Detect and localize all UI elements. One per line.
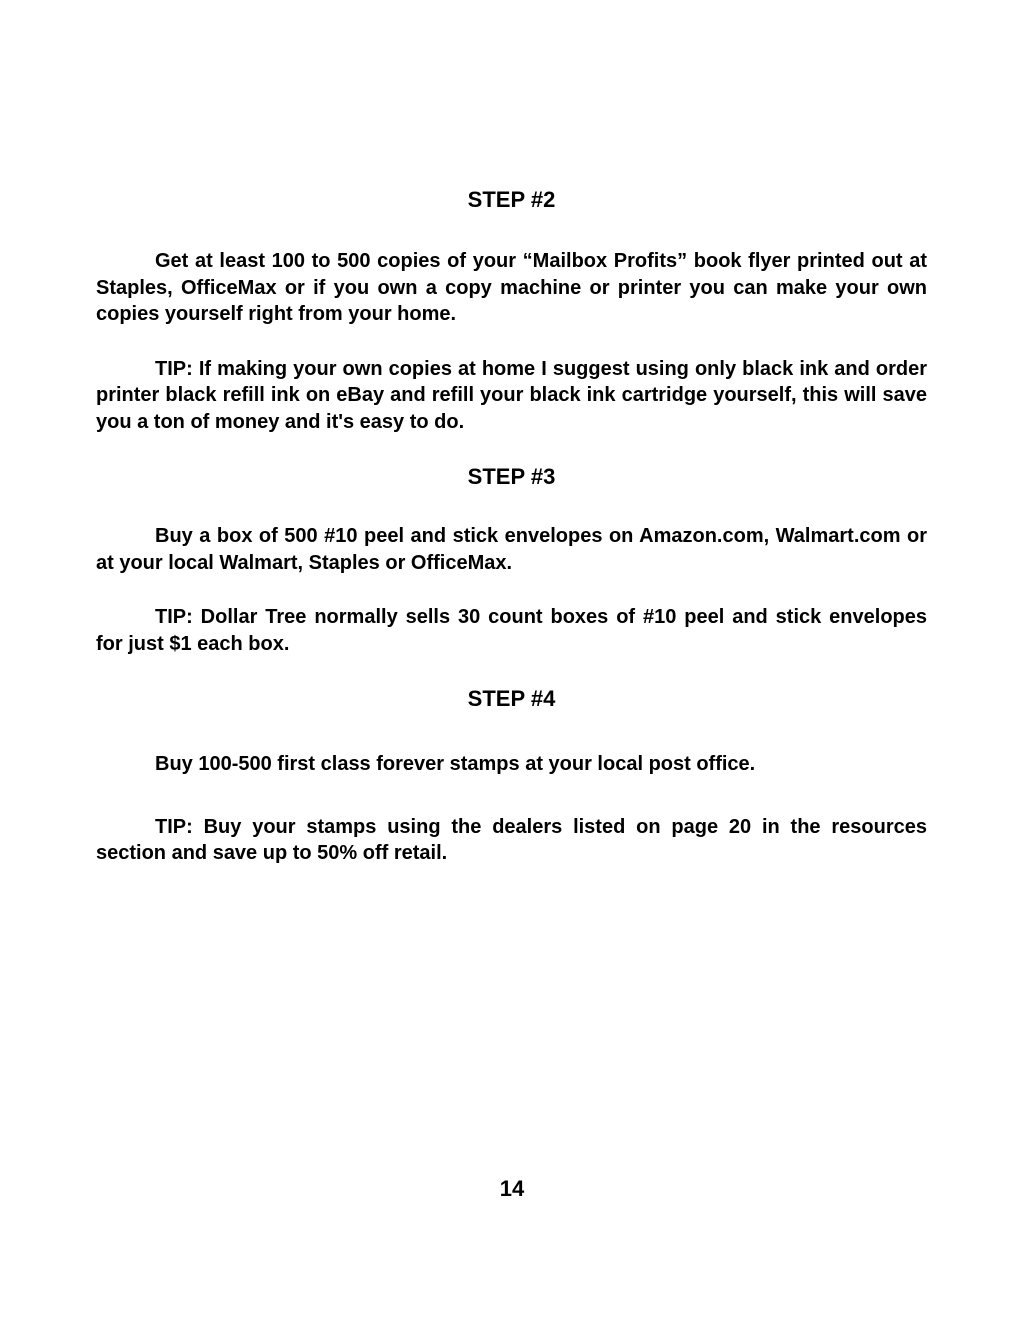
page-content <box>96 186 927 867</box>
step-3-tip: TIP: Dollar Tree normally sells 30 count boxes of #10 peel and stick envelopes for just $1 each box. <box>96 606 927 655</box>
step-3-body: Buy a box of 500 #10 peel and stick envelopes on Amazon.com, Walmart.com or at your local Walmart, Staples or OfficeMax. <box>96 525 927 574</box>
step-2-tip: TIP: If making your own copies at home I suggest using only black ink and order printer black refill ink on eBay and refill your black ink cartridge yourself, this will save you a ton of money and it's easy to do. <box>96 357 927 433</box>
step-4-heading: STEP #4 <box>467 686 556 711</box>
step-2-heading: STEP #2 <box>467 187 556 212</box>
step-2-body: Get at least 100 to 500 copies of your “Mailbox Profits” book flyer printed out at Staples, OfficeMax or if you own a copy machine or printer you can make your own copies yourself right from your home. <box>96 250 927 325</box>
step-4-tip: TIP: Buy your stamps using the dealers listed on page 20 in the resources section and save up to 50% off retail. <box>96 815 927 864</box>
step-3-heading: STEP #3 <box>467 464 556 489</box>
step-4-body: Buy 100-500 first class forever stamps at your local post office. <box>155 753 756 775</box>
page-number: 14 <box>499 1176 525 1201</box>
